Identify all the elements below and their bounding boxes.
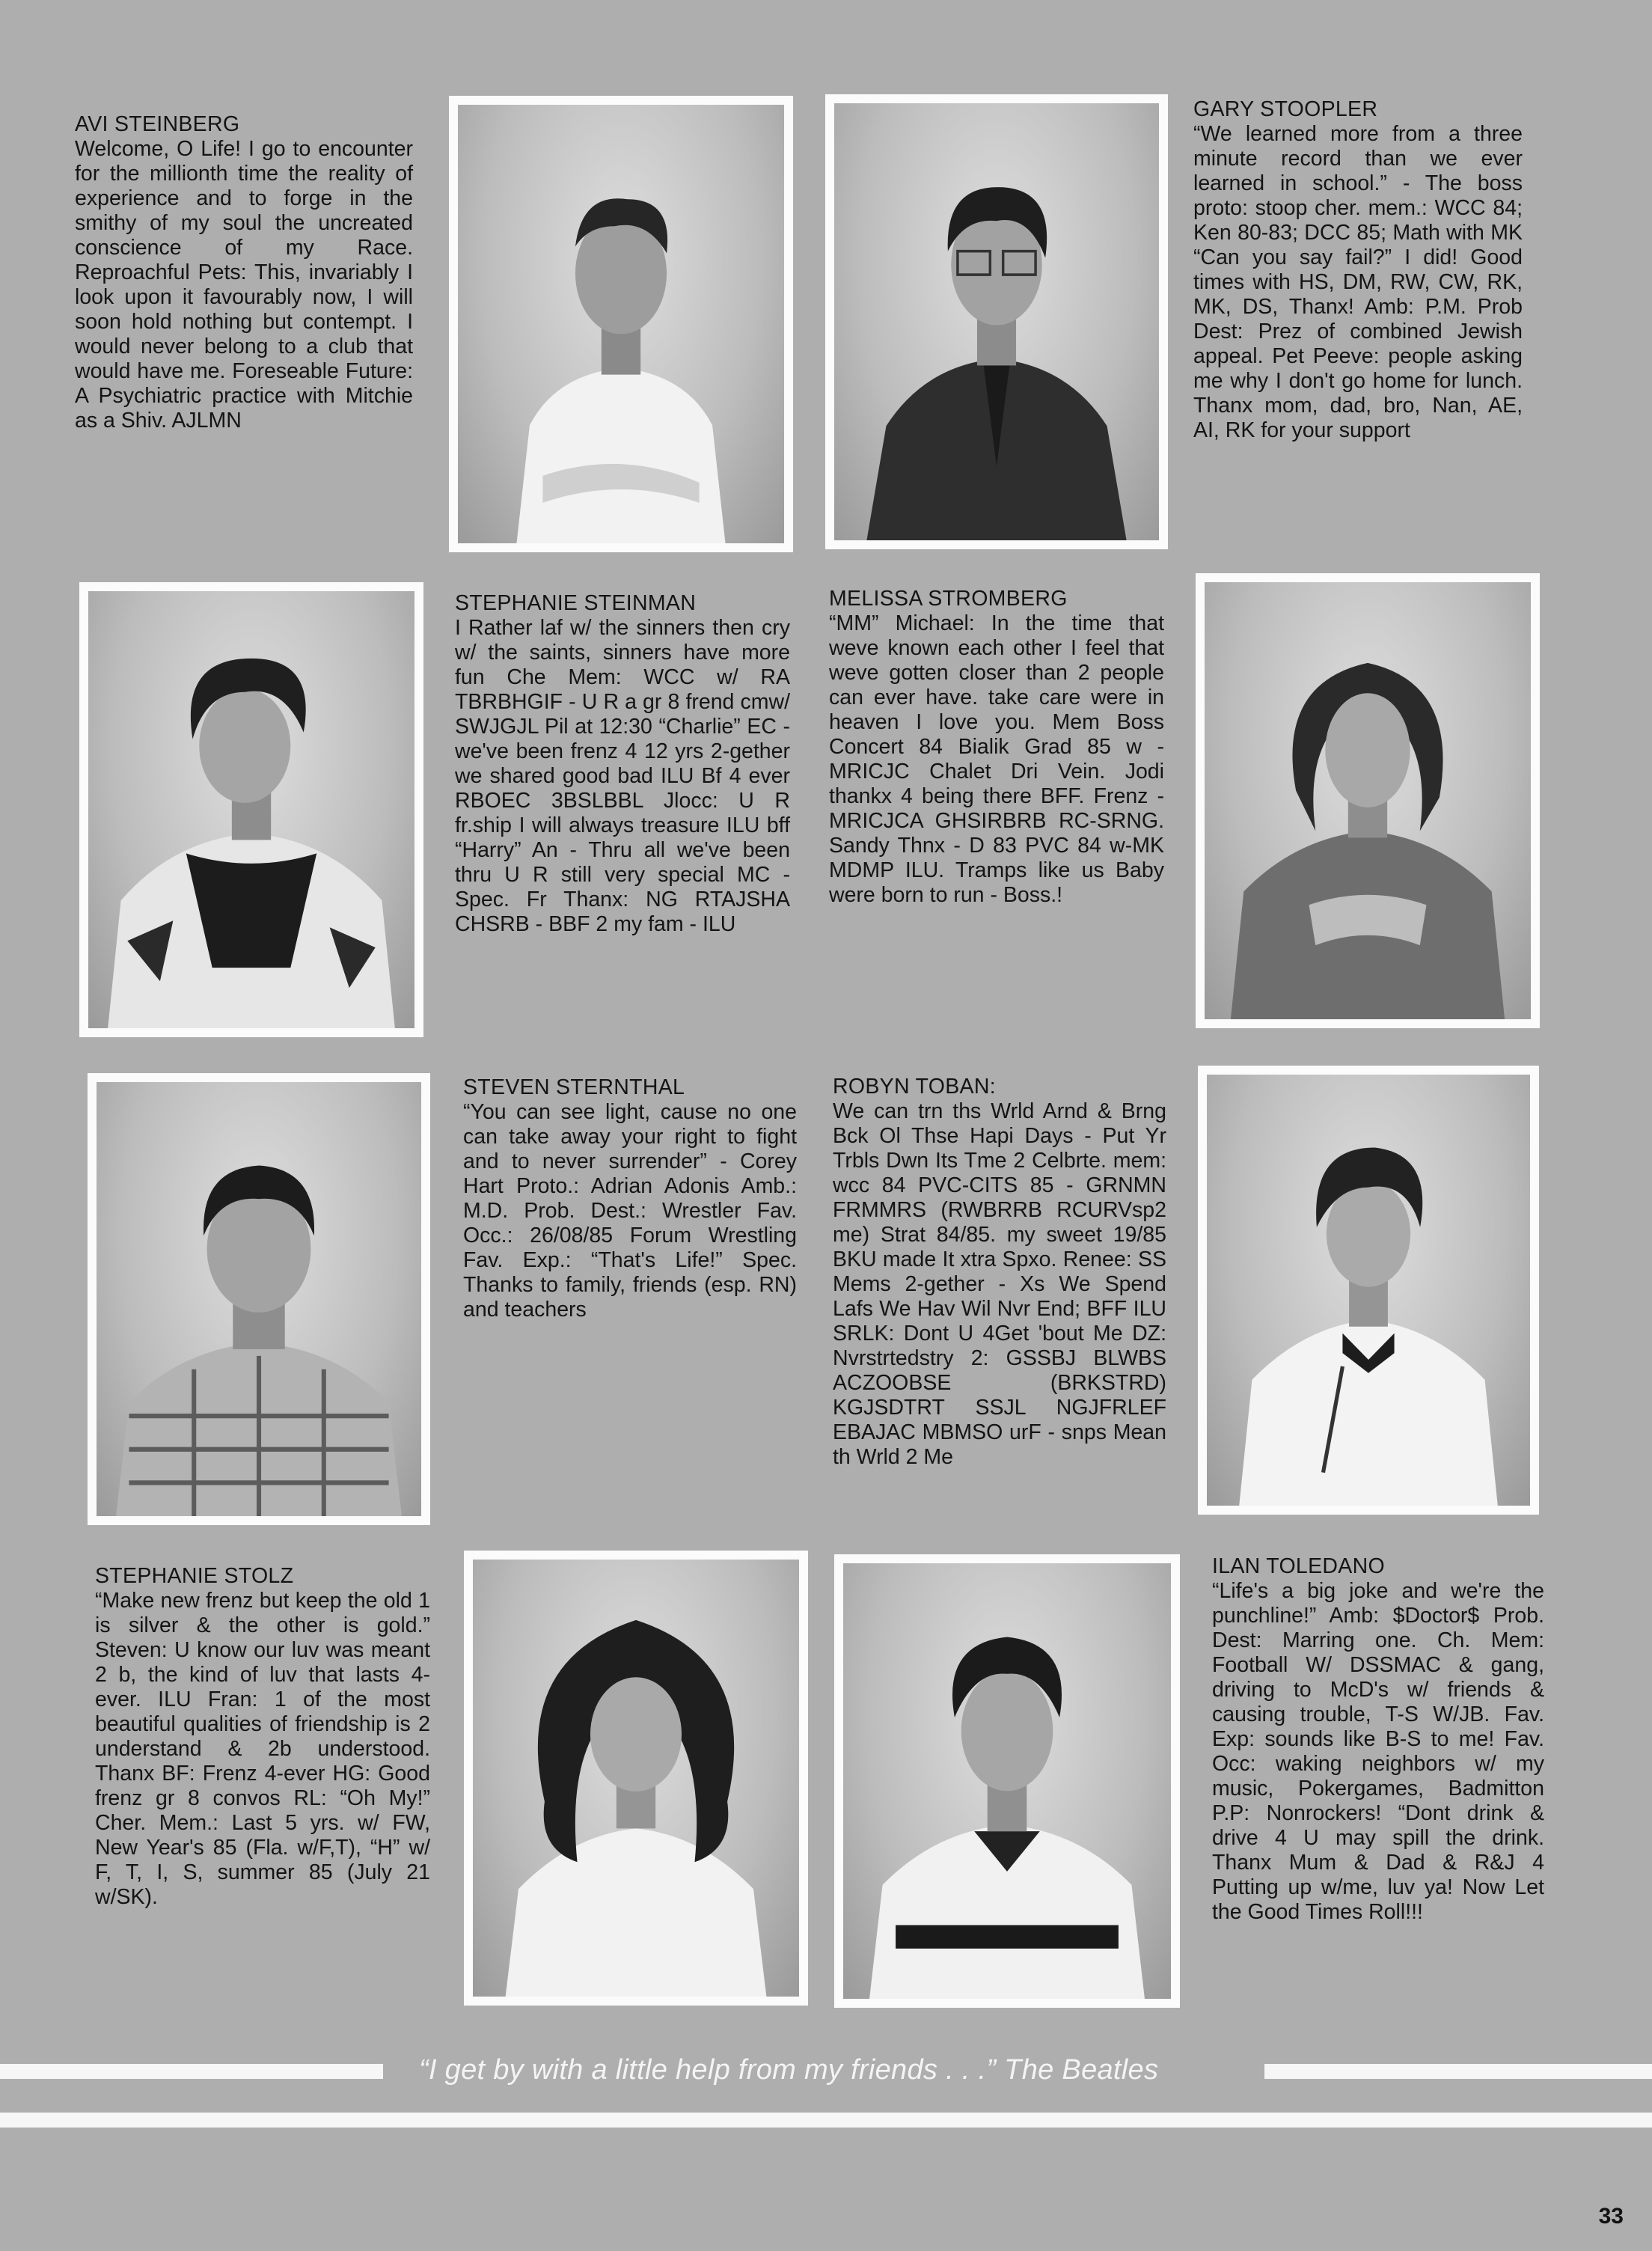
portrait-photo-melissa-stromberg: [1196, 573, 1540, 1028]
student-name: AVI STEINBERG: [75, 112, 240, 136]
portrait-photo-ilan-toledano: [834, 1554, 1180, 2008]
bio-gary-stoopler: [1193, 97, 1523, 443]
student-name: ILAN TOLEDANO: [1212, 1554, 1385, 1578]
bio-steven-sternthal: [463, 1075, 797, 1322]
bio-robyn-toban: [833, 1075, 1166, 1470]
portrait-photo-robyn-toban: [1198, 1066, 1539, 1515]
student-bio: “MM” Michael: In the time that weve known each other I feel that weve gotten closer than 2 people can ever have. take care were in heaven I love you. Mem Boss Concert 84 Bialik Grad 85 w - MRICJC Chalet Dri Vein. Jodi thankx 4 being there BFF. Frenz - MRICJCA GHSIRBRB RC-SRNG. Sandy Thnx - D 83 PVC 84 w-MK MDMP ILU. Tramps like us Baby were born to run - Boss.!: [829, 611, 1164, 907]
student-bio: “Life's a big joke and we're the punchline!” Amb: $Doctor$ Prob. Dest: Marring one. Ch. Mem: Football W/ DSSMAC & gang, driving to McD's w/ friends & causing trouble, T-S W/JB. Fav. Exp: sounds like B-S to me! Fav. Occ: waking neighbors w/ my music, Pokergames, Badmitton P.P: Nonrockers! “Dont drink & drive 4 U may spill the drink. Thanx Mum & Dad & R&J 4 Putting up w/me, luv ya! Now Let the Good Times Roll!!!: [1212, 1579, 1544, 1924]
bio-ilan-toledano: [1212, 1554, 1544, 1925]
portrait-photo-stephanie-steinman: [79, 582, 423, 1037]
student-name: GARY STOOPLER: [1193, 97, 1378, 121]
footer-stripe-bottom: [0, 2113, 1652, 2128]
student-bio: Welcome, O Life! I go to encounter for the millionth time the reality of experience and to forge in the smithy of my soul the uncreated conscience of my Race. Reproachful Pets: This, invariably I look upon it favourably now, I will soon hold nothing but contempt. I would never belong to a club that would have me. Foreseable Future: A Psychiatric practice with Mitchie as a Shiv. AJLMN: [75, 137, 413, 433]
bio-avi-steinberg: [75, 112, 413, 433]
bio-stephanie-steinman: [455, 591, 790, 937]
bio-stephanie-stolz: [95, 1564, 430, 1910]
portrait-photo-gary-stoopler: [825, 94, 1168, 549]
footer-quote: “I get by with a little help from my friends . . .” The Beatles: [419, 2054, 1159, 2086]
student-name: STEPHANIE STOLZ: [95, 1564, 294, 1588]
portrait-photo-stephanie-stolz: [464, 1551, 808, 2006]
student-name: MELISSA STROMBERG: [829, 587, 1068, 611]
student-name: ROBYN TOBAN:: [833, 1075, 996, 1099]
student-bio: I Rather laf w/ the sinners then cry w/ the saints, sinners have more fun Che Mem: WCC w/ RA TBRBHGIF - U R a gr 8 frend cmw/ SWJGJL Pil at 12:30 “Charlie” EC - we've been frenz 4 12 yrs 2-gether we shared good bad ILU Bf 4 ever RBOEC 3BSLBBL Jlocc: U R fr.ship I will always treasure ILU bff “Harry” An - Thru all we've been thru U R still very special MC - Spec. Fr Thanx: NG RTAJSHA CHSRB - BBF 2 my fam - ILU: [455, 616, 790, 936]
student-bio: “Make new frenz but keep the old 1 is silver & the other is gold.” Steven: U know our luv was meant 2 b, the kind of luv that lasts 4-ever. ILU Fran: 1 of the most beautiful qualities of friendship is 2 understand & 2b understood. Thanx BF: Frenz 4-ever HG: Good frenz gr 8 convos RL: “Oh My!” Cher. Mem.: Last 5 yrs. w/ FW, New Year's 85 (Fla. w/F,T), “H” w/ F, T, I, S, summer 85 (July 21 w/SK).: [95, 1589, 430, 1909]
student-bio: We can trn ths Wrld Arnd & Brng Bck Ol Thse Hapi Days - Put Yr Trbls Dwn Its Tme 2 Celbrte. mem: wcc 84 PVC-CITS 85 - GRNMN FRMMRS (RWBRRB RCURVsp2 me) Strat 84/85. my sweet 19/85 BKU made It xtra Spxo. Renee: SS Mems 2-gether - Xs We Spend Lafs We Hav Wil Nvr End; BFF ILU SRLK: Dont U 4Get 'bout Me DZ: Nvrstrtedstry 2: GSSBJ BLWBS ACZOOBSE (BRKSTRD) KGJSDTRT SSJL NGJFRLEF EBAJAC MBMSO urF - snps Mean th Wrld 2 Me: [833, 1099, 1166, 1469]
student-name: STEPHANIE STEINMAN: [455, 591, 697, 615]
footer-stripe-left: [0, 2064, 383, 2079]
student-bio: “You can see light, cause no one can take away your right to fight and to never surrender” - Corey Hart Proto.: Adrian Adonis Amb.: M.D. Prob. Dest.: Wrestler Fav. Occ.: 26/08/85 Forum Wrestling Fav. Exp.: “That's Life!” Spec. Thanks to family, friends (esp. RN) and teachers: [463, 1100, 797, 1322]
student-name: STEVEN STERNTHAL: [463, 1075, 685, 1099]
page-number: 33: [1598, 2204, 1624, 2229]
portrait-photo-avi-steinberg: [449, 96, 793, 552]
bio-melissa-stromberg: [829, 587, 1164, 908]
portrait-photo-steven-sternthal: [88, 1073, 430, 1525]
student-bio: “We learned more from a three minute record than we ever learned in school.” - The boss proto: stoop cher. mem.: WCC 84; Ken 80-83; DCC 85; Math with MK “Can you say fail?” I did! Good times with HS, DM, RW, CW, RK, MK, DS, Thanx! Amb: P.M. Prob Dest: Prez of combined Jewish appeal. Pet Peeve: people asking me why I don't go home for lunch. Thanx mom, dad, bro, Nan, AE, AI, RK for your support: [1193, 122, 1523, 442]
footer-stripe-right: [1264, 2064, 1652, 2079]
